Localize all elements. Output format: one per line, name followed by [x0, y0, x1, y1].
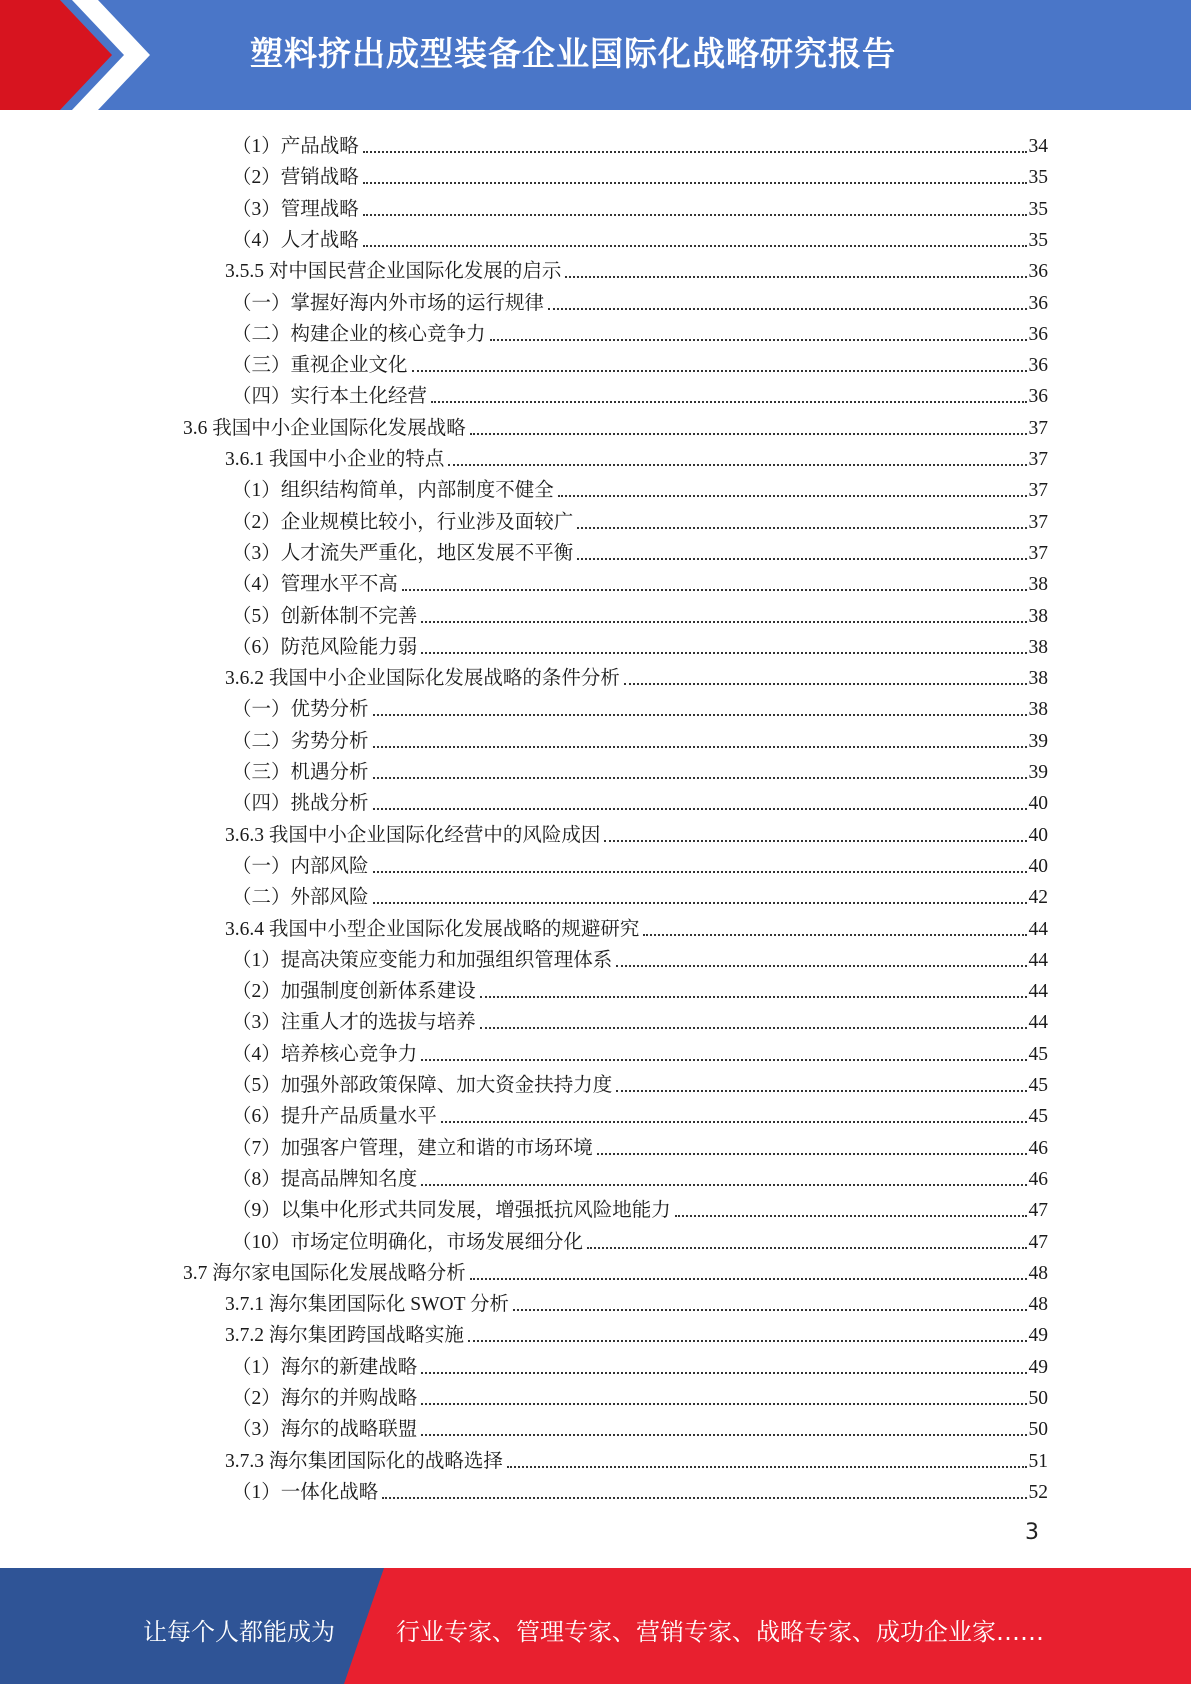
toc-entry-page: 50: [1028, 1419, 1048, 1441]
toc-entry-title: 3.6.1 我国中小企业的特点: [225, 449, 445, 470]
toc-entry[interactable]: [232, 159, 1048, 190]
toc-entry-title: （一）优势分析: [232, 699, 369, 721]
toc-dot-leader: [675, 1215, 1027, 1217]
toc-entry[interactable]: [232, 535, 1048, 566]
toc-entry-page: 35: [1028, 198, 1048, 220]
toc-dot-leader: [382, 1497, 1026, 1499]
toc-entry[interactable]: [232, 1130, 1048, 1161]
toc-entry-title: （2）营销战略: [232, 167, 359, 189]
toc-entry-page: 36: [1028, 355, 1048, 377]
toc-entry[interactable]: [232, 378, 1048, 409]
toc-entry[interactable]: [183, 1255, 1048, 1286]
toc-dot-leader: [643, 934, 1026, 936]
toc-entry-page: 47: [1028, 1200, 1048, 1222]
toc-entry[interactable]: [232, 848, 1048, 879]
toc-dot-leader: [412, 370, 1027, 372]
toc-entry-title: 3.7.3 海尔集团国际化的战略选择: [225, 1450, 503, 1472]
toc-entry-title: （6）防范风险能力弱: [232, 636, 418, 658]
toc-entry[interactable]: [225, 1317, 1048, 1348]
toc-entry-page: 37: [1028, 417, 1048, 439]
toc-dot-leader: [597, 1153, 1027, 1155]
toc-entry-title: 3.6.2 我国中小企业国际化发展战略的条件分析: [225, 668, 620, 690]
toc-dot-leader: [421, 1184, 1026, 1186]
toc-entry[interactable]: [232, 1349, 1048, 1380]
toc-entry-page: 44: [1028, 918, 1048, 940]
toc-dot-leader: [431, 401, 1026, 403]
toc-entry[interactable]: [232, 191, 1048, 222]
toc-entry[interactable]: [232, 347, 1048, 378]
toc-entry[interactable]: [232, 1380, 1048, 1411]
toc-entry[interactable]: [232, 879, 1048, 910]
toc-entry[interactable]: [232, 566, 1048, 597]
toc-entry-page: 45: [1028, 1106, 1048, 1128]
toc-entry[interactable]: [225, 817, 1048, 848]
toc-dot-leader: [587, 1247, 1026, 1249]
toc-entry[interactable]: [232, 629, 1048, 660]
toc-entry[interactable]: [232, 472, 1048, 503]
toc-entry-page: 46: [1028, 1168, 1048, 1190]
toc-dot-leader: [577, 527, 1026, 529]
toc-entry-page: 52: [1028, 1481, 1048, 1503]
toc-entry-page: 38: [1028, 699, 1048, 721]
toc-entry[interactable]: [183, 410, 1048, 441]
toc-entry-title: （8）提高品牌知名度: [232, 1168, 418, 1190]
toc-dot-leader: [421, 1372, 1026, 1374]
toc-entry-title: 3.7.2 海尔集团跨国战略实施: [225, 1325, 464, 1347]
toc-entry-title: （1）提高决策应变能力和加强组织管理体系: [232, 949, 613, 971]
toc-entry-title: 3.7 海尔家电国际化发展战略分析: [183, 1262, 466, 1284]
toc-dot-leader: [402, 589, 1027, 591]
toc-entry[interactable]: [232, 1474, 1048, 1505]
toc-entry-page: 39: [1028, 730, 1048, 752]
toc-entry[interactable]: [225, 911, 1048, 942]
toc-entry-page: 37: [1028, 511, 1048, 533]
toc-entry-page: 35: [1028, 229, 1048, 251]
toc-entry-title: （四）实行本土化经营: [232, 386, 428, 408]
toc-entry-page: 38: [1028, 668, 1048, 690]
toc-entry[interactable]: [225, 253, 1048, 284]
toc-entry-title: （四）挑战分析: [232, 793, 369, 815]
toc-entry-page: 45: [1028, 1043, 1048, 1065]
toc-entry-title: （1）组织结构简单，内部制度不健全: [232, 480, 554, 502]
toc-dot-leader: [468, 1340, 1027, 1342]
toc-dot-leader: [558, 495, 1027, 497]
toc-dot-leader: [480, 996, 1027, 998]
toc-entry-page: 46: [1028, 1137, 1048, 1159]
toc-dot-leader: [470, 1278, 1027, 1280]
toc-entry-title: （3）人才流失严重化，地区发展不平衡: [232, 542, 574, 564]
toc-entry[interactable]: [232, 723, 1048, 754]
toc-entry-page: 42: [1028, 887, 1048, 909]
toc-entry[interactable]: [232, 1004, 1048, 1035]
toc-entry-title: （1）一体化战略: [232, 1481, 379, 1503]
toc-entry-title: （一）掌握好海内外市场的运行规律: [232, 292, 545, 314]
toc-dot-leader: [448, 464, 1026, 466]
toc-dot-leader: [363, 182, 1027, 184]
toc-dot-leader: [421, 1434, 1026, 1436]
toc-entry[interactable]: [232, 1098, 1048, 1129]
toc-entry-title: （4）人才战略: [232, 229, 359, 251]
toc-entry-page: 51: [1028, 1450, 1048, 1472]
toc-dot-leader: [373, 714, 1027, 716]
footer-slogan-right: 行业专家、管理专家、营销专家、战略专家、成功企业家……: [396, 1618, 1044, 1646]
toc-dot-leader: [480, 1027, 1027, 1029]
toc-entry-title: （二）劣势分析: [232, 730, 369, 752]
toc-entry[interactable]: [232, 316, 1048, 347]
toc-entry[interactable]: [232, 754, 1048, 785]
toc-dot-leader: [624, 683, 1027, 685]
report-header: [0, 0, 1191, 110]
toc-entry-page: 48: [1028, 1294, 1048, 1316]
toc-entry-title: （三）重视企业文化: [232, 355, 408, 377]
toc-dot-leader: [513, 1309, 1026, 1311]
toc-entry-title: （7）加强客户管理，建立和谐的市场环境: [232, 1137, 593, 1159]
toc-entry-title: （三）机遇分析: [232, 762, 369, 783]
toc-entry-title: （3）海尔的战略联盟: [232, 1419, 418, 1441]
toc-dot-leader: [373, 902, 1027, 904]
toc-dot-leader: [441, 1121, 1027, 1123]
toc-entry-title: （2）加强制度创新体系建设: [232, 981, 476, 1003]
toc-entry-title: 3.6 我国中小企业国际化发展战略: [183, 417, 466, 439]
toc-entry[interactable]: [232, 128, 1048, 159]
toc-entry-page: 36: [1028, 386, 1048, 408]
toc-entry-page: 36: [1028, 323, 1048, 345]
toc-entry[interactable]: [232, 1161, 1048, 1192]
toc-entry-title: 3.6.3 我国中小企业国际化经营中的风险成因: [225, 824, 601, 846]
toc-entry-page: 37: [1028, 542, 1048, 564]
toc-entry[interactable]: [232, 1036, 1048, 1067]
toc-dot-leader: [363, 214, 1027, 216]
toc-entry-page: 49: [1028, 1356, 1048, 1378]
toc-entry[interactable]: [232, 691, 1048, 722]
toc-entry[interactable]: [225, 1286, 1048, 1317]
footer-banner: [0, 1568, 1191, 1684]
footer-slogan-left: 让每个人都能成为: [143, 1618, 335, 1646]
toc-entry-title: （5）创新体制不完善: [232, 605, 418, 627]
toc-entry-page: 44: [1028, 1012, 1048, 1034]
toc-dot-leader: [373, 871, 1027, 873]
toc-entry-title: （10）市场定位明确化，市场发展细分化: [232, 1231, 584, 1253]
toc-entry-title: （二）构建企业的核心竞争力: [232, 323, 486, 345]
toc-entry[interactable]: [232, 504, 1048, 535]
toc-entry-page: 38: [1028, 574, 1048, 596]
toc-dot-leader: [373, 808, 1027, 810]
toc-entry-title: 3.6.4 我国中小型企业国际化发展战略的规避研究: [225, 918, 640, 940]
toc-entry[interactable]: [232, 1411, 1048, 1442]
toc-entry-title: （4）培养核心竞争力: [232, 1043, 418, 1065]
toc-entry-page: 47: [1028, 1231, 1048, 1253]
toc-dot-leader: [616, 965, 1026, 967]
toc-dot-leader: [604, 840, 1026, 842]
toc-entry-page: 38: [1028, 605, 1048, 627]
toc-entry-page: 39: [1028, 762, 1048, 783]
toc-entry[interactable]: [232, 785, 1048, 816]
toc-entry-page: 44: [1028, 981, 1048, 1003]
toc-entry-title: （一）内部风险: [232, 855, 369, 877]
toc-dot-leader: [373, 746, 1027, 748]
toc-entry-title: （2）企业规模比较小，行业涉及面较广: [232, 511, 574, 533]
toc-dot-leader: [421, 621, 1026, 623]
toc-dot-leader: [421, 1059, 1026, 1061]
toc-entry-page: 49: [1028, 1325, 1048, 1347]
toc-dot-leader: [363, 245, 1027, 247]
toc-entry-title: （1）产品战略: [232, 136, 359, 157]
toc-dot-leader: [616, 1090, 1026, 1092]
page-number: 3: [1025, 1520, 1039, 1545]
toc-dot-leader: [363, 151, 1027, 153]
toc-entry-title: （2）海尔的并购战略: [232, 1388, 418, 1409]
toc-dot-leader: [577, 558, 1026, 560]
toc-entry[interactable]: [232, 1224, 1048, 1255]
toc-entry-title: 3.7.1 海尔集团国际化 SWOT 分析: [225, 1294, 510, 1316]
toc-entry-title: （3）注重人才的选拔与培养: [232, 1012, 476, 1034]
toc-entry-page: 37: [1028, 449, 1048, 470]
toc-entry-title: （3）管理战略: [232, 198, 359, 220]
toc-entry[interactable]: [232, 973, 1048, 1004]
toc-entry[interactable]: [232, 942, 1048, 973]
toc-entry[interactable]: [232, 285, 1048, 316]
toc-dot-leader: [421, 652, 1026, 654]
toc-entry-title: 3.5.5 对中国民营企业国际化发展的启示: [225, 261, 562, 283]
toc-dot-leader: [421, 1403, 1026, 1405]
toc-dot-leader: [490, 339, 1027, 341]
toc-entry[interactable]: [232, 598, 1048, 629]
toc-entry-page: 44: [1028, 949, 1048, 971]
toc-dot-leader: [565, 276, 1026, 278]
toc-entry-title: （二）外部风险: [232, 887, 369, 909]
toc-entry-title: （6）提升产品质量水平: [232, 1106, 437, 1128]
toc-dot-leader: [470, 433, 1027, 435]
toc-entry-title: （1）海尔的新建战略: [232, 1356, 418, 1378]
toc-entry-title: （4）管理水平不高: [232, 574, 398, 596]
toc-entry-page: 36: [1028, 261, 1048, 283]
toc-entry-page: 37: [1028, 480, 1048, 502]
toc-entry[interactable]: [232, 1192, 1048, 1223]
toc-entry[interactable]: [232, 222, 1048, 253]
toc-entry[interactable]: [225, 441, 1048, 472]
toc-entry-page: 50: [1028, 1388, 1048, 1409]
toc-dot-leader: [507, 1466, 1027, 1468]
toc-dot-leader: [373, 777, 1027, 779]
toc-entry[interactable]: [232, 1067, 1048, 1098]
toc-entry-page: 48: [1028, 1262, 1048, 1284]
toc-entry-page: 40: [1028, 793, 1048, 815]
red-chevron-icon: [0, 0, 160, 110]
toc-entry-page: 45: [1028, 1075, 1048, 1096]
toc-entry-title: （9）以集中化形式共同发展，增强抵抗风险地能力: [232, 1200, 671, 1222]
toc-entry-page: 40: [1028, 824, 1048, 846]
toc-entry-page: 34: [1028, 136, 1048, 157]
toc-dot-leader: [548, 308, 1026, 310]
toc-entry-page: 36: [1028, 292, 1048, 314]
toc-entry[interactable]: [225, 1443, 1048, 1474]
toc-entry[interactable]: [225, 660, 1048, 691]
report-title: 塑料挤出成型装备企业国际化战略研究报告: [250, 34, 896, 73]
toc-entry-page: 40: [1028, 855, 1048, 877]
toc-entry-title: （5）加强外部政策保障、加大资金扶持力度: [232, 1075, 613, 1096]
toc-entry-page: 35: [1028, 167, 1048, 189]
toc-entry-page: 38: [1028, 636, 1048, 658]
